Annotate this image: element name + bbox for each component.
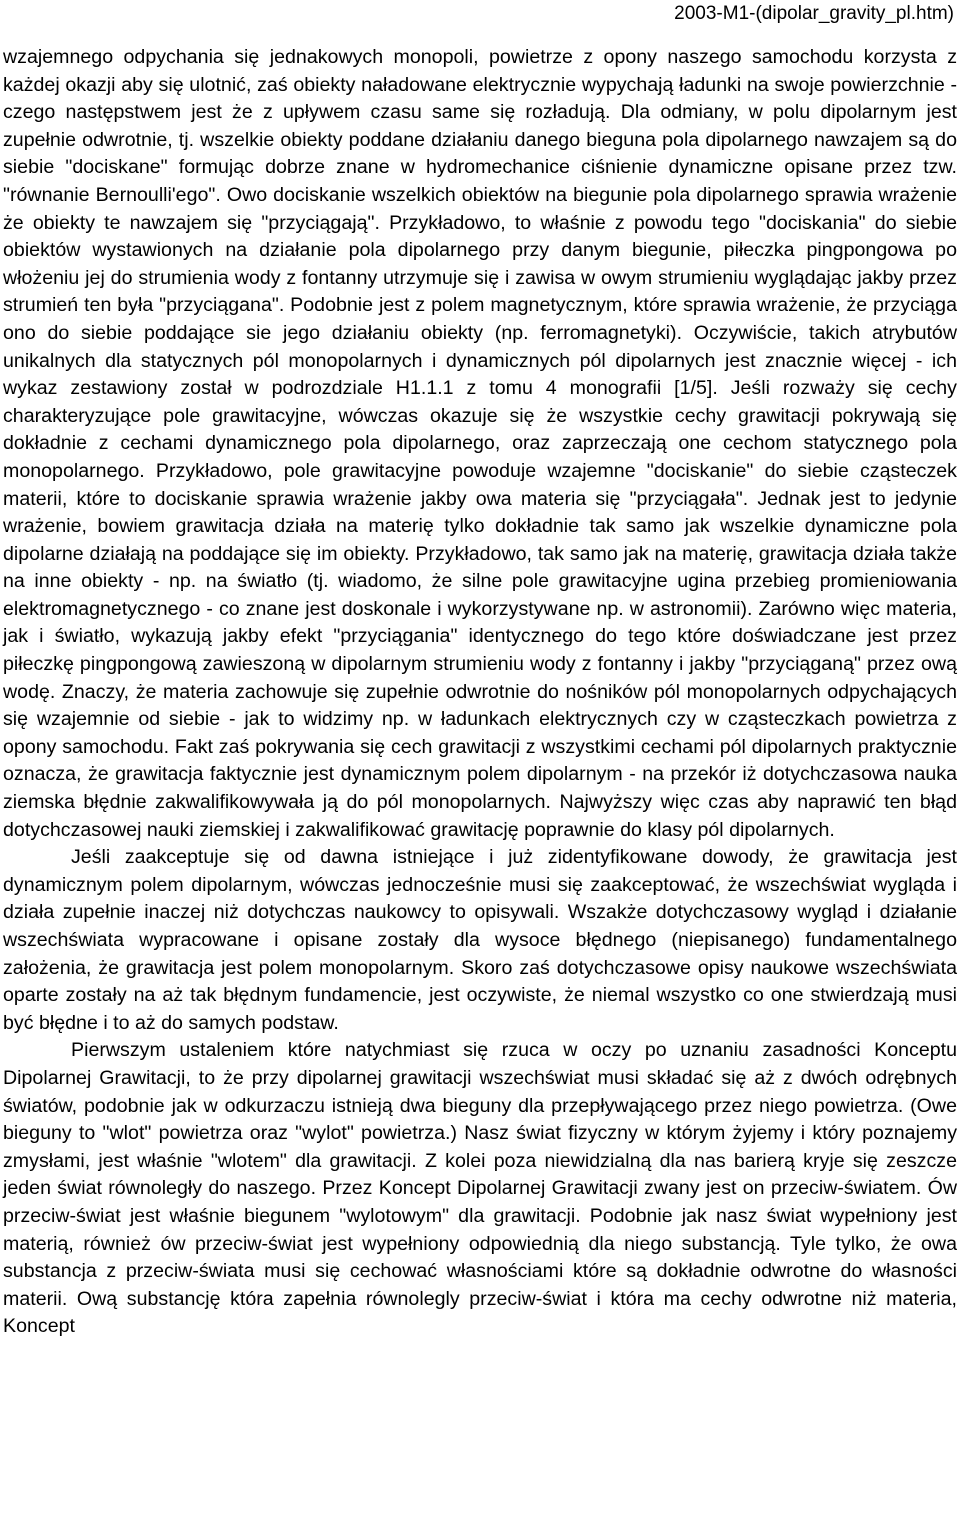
paragraph-3: Pierwszym ustaleniem które natychmiast się rzuca w oczy po uznaniu zasadności Konceptu Dipolarnej Grawitacji, to że przy dipolarnej grawitacji wszechświat musi składać się aż z dwóch odrębnych światów, podobnie jak w odkurzaczu istnieją dwa bieguny dla przepływającego przez niego powietrza. (Owe bieguny to "wlot" powietrza oraz "wylot" powietrza.) Nasz świat fizyczny w którym żyjemy i który poznajemy zmysłami, jest właśnie "wlotem" dla grawitacji. Z kolei poza niewidzialną dla nas barierą kryje się zeszcze jeden świat równoległy do naszego. Przez Koncept Dipolarnej Grawitacji zwany jest on przeciw-światem. Ów przeciw-świat jest właśnie biegunem "wylotowym" dla grawitacji. Podobnie jak nasz świat wypełniony jest materią, również ów przeciw-świat jest wypełniony odpowiednią dla niego substancją. Tyle tylko, że owa substancja z przeciw-świata musi się cechować własnościami które są dokładnie odwrotne do własności materii. Ową substancję która zapełnia równolegly przeciw-świat i która ma cechy odwrotne niż materia, Koncept xyxy=(3,1039,957,1338)
page-header-filename: 2003-M1-(dipolar_gravity_pl.htm) xyxy=(674,3,954,24)
document-body xyxy=(3,44,957,1341)
paragraph-1: wzajemnego odpychania się jednakowych monopoli, powietrze z opony naszego samochodu korzysta z każdej okazji aby się ulotnić, zaś obiekty naładowane elektrycznie wypychają ładunki na swoje powierzchnie - czego następstwem jest że z upływem czasu same się rozładują. Dla odmiany, w polu dipolarnym jest zupełnie odwrotnie, tj. wszelkie obiekty poddane działaniu danego bieguna pola dipolarnego nawzajem są do siebie "dociskane" formując dobrze znane w hydromechanice ciśnienie dynamiczne opisane przez tzw. "równanie Bernoulli'ego". Owo dociskanie wszelkich obiektów na biegunie pola dipolarnego sprawia wrażenie że obiekty te nawzajem się "przyciągają". Przykładowo, to właśnie z powodu tego "dociskania" do siebie obiektów wystawionych na działanie pola dipolarnego przy danym biegunie, piłeczka pingpongowa po włożeniu jej do strumienia wody z fontanny utrzymuje się i zawisa w owym strumieniu wyglądając jakby przez strumień ten była "przyciągana". Podobnie jest z polem magnetycznym, które sprawia wrażenie, że przyciąga ono do siebie poddające sie jego działaniu obiekty (np. ferromagnetyki). Oczywiście, takich atrybutów unikalnych dla statycznych pól monopolarnych i dynamicznych pól dipolarnych jest znacznie więcej - ich wykaz zestawiony został w podrozdziale H1.1.1 z tomu 4 monografii [1/5]. Jeśli rozważy się cechy charakteryzujące pole grawitacyjne, wówczas okazuje się że wszystkie cechy grawitacji pokrywają się dokładnie z cechami dynamicznego pola dipolarnego, oraz zaprzeczają one cechom statycznego pola monopolarnego. Przykładowo, pole grawitacyjne powoduje wzajemne "dociskanie" do siebie cząsteczek materii, które to dociskanie sprawia wrażenie jakby owa materia się "przyciągała". Jednak jest to jedynie wrażenie, bowiem grawitacja działa na materię tylko dokładnie tak samo jak wszelkie dynamiczne pola dipolarne działają na poddające się im obiekty. Przykładowo, tak samo jak na materię, grawitacja działa także na inne obiekty - np. na światło (tj. wiadomo, że silne pole grawitacyjne ugina przebieg promieniowania elektromagnetycznego - co znane jest doskonale i wykorzystywane np. w astronomii). Zarówno więc materia, jak i światło, wykazują jakby efekt "przyciągania" identycznego do tego które doświadczane jest przez piłeczkę pingpongową zawieszoną w dipolarnym strumieniu wody z fontanny i jakby "przyciąganą" przez ową wodę. Znaczy, że materia zachowuje się zupełnie odwrotnie do nośników pól monopolarnych odpychających się wzajemnie od siebie - jak to widzimy np. w ładunkach elektrycznych czy w cząsteczkach powietrza z opony samochodu. Fakt zaś pokrywania się cech grawitacji z wszystkimi cechami pól dipolarnych praktycznie oznacza, że grawitacja faktycznie jest dynamicznym polem dipolarnym - na przekór iż dotychczasowa nauka ziemska błędnie zakwalifikowywała ją do pól monopolarnych. Najwyższy więc czas aby naprawić ten błąd dotychczasowej nauki ziemskiej i zakwalifikować grawitację poprawnie do klasy pól dipolarnych. xyxy=(3,46,957,841)
paragraph-2: Jeśli zaakceptuje się od dawna istniejące i już zidentyfikowane dowody, że grawitacja jest dynamicznym polem dipolarnym, wówczas jednocześnie musi się zaakceptować, że wszechświat wygląda i działa zupełnie inaczej niż dotychczas naukowcy to opisywali. Wszakże dotychczasowy wygląd i działanie wszechświata wypracowane i opisane zostały dla wysoce błędnego (niepisanego) fundamentalnego założenia, że grawitacja jest polem monopolarnym. Skoro zaś dotychczasowe opisy naukowe wszechświata oparte zostały na aż tak błędnym fundamencie, jest oczywiste, że niemal wszystko co one stwierdzają musi być błędne i to aż do samych podstaw. xyxy=(3,846,957,1034)
